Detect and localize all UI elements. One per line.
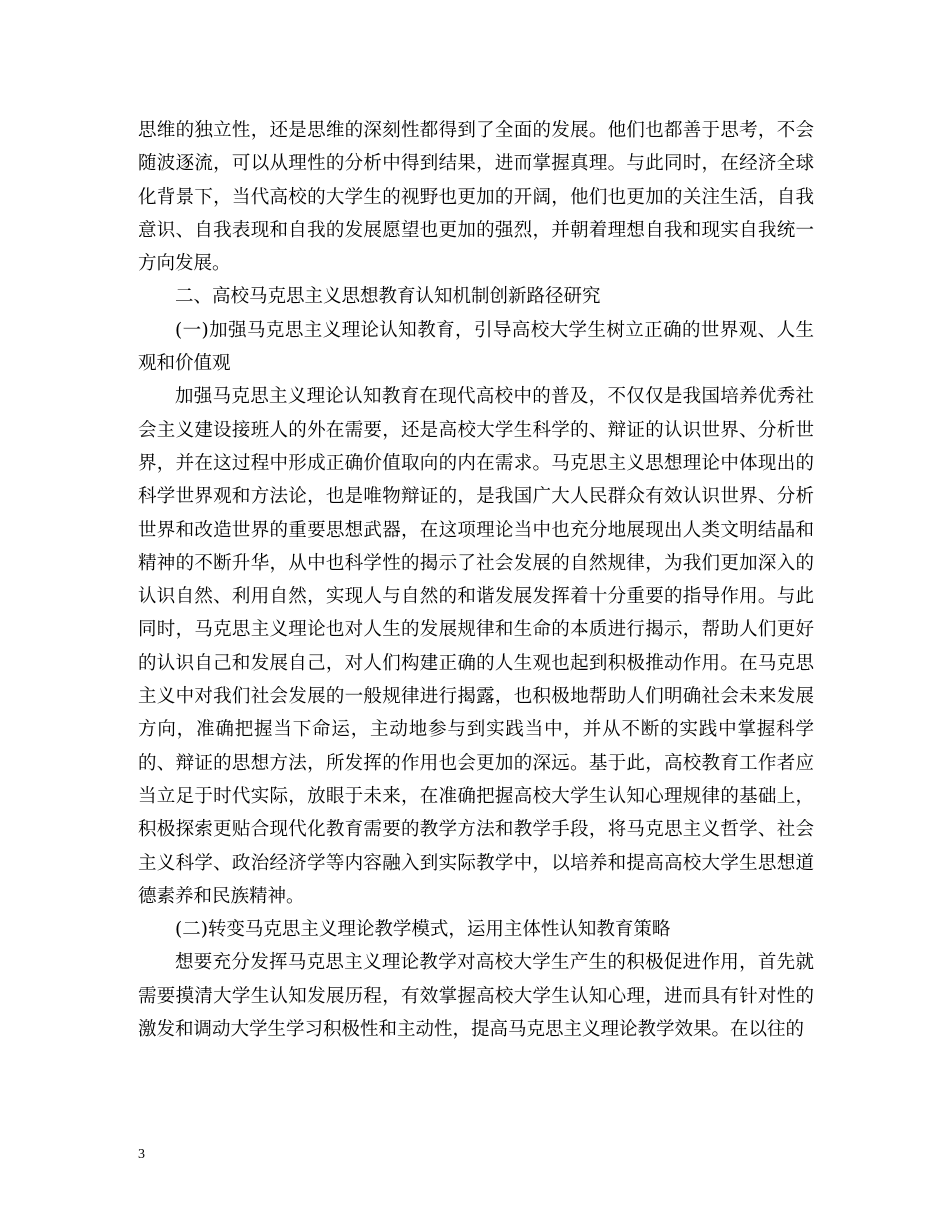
body-paragraph-1: 思维的独立性，还是思维的深刻性都得到了全面的发展。他们也都善于思考，不会随波逐流，可以从理性的分析中得到结果，进而掌握真理。与此同时，在经济全球化背景下，当代高校的大学生的视野也更加的开阔，他们也更加的关注生活，自我意识、自我表现和自我的发展愿望也更加的强烈，并朝着理想自我和现实自我统一方向发展。 <box>138 120 814 275</box>
subsection-heading-1: (一)加强马克思主义理论认知教育，引导高校大学生树立正确的世界观、人生观和价值观 <box>138 319 814 375</box>
document-body <box>138 114 814 1046</box>
subsection-heading-2: (二)转变马克思主义理论教学模式，运用主体性认知教育策略 <box>175 919 671 941</box>
section-heading: 二、高校马克思主义思想教育认知机制创新路径研究 <box>175 286 601 308</box>
body-paragraph-2: 加强马克思主义理论认知教育在现代高校中的普及，不仅仅是我国培养优秀社会主义建设接班人的外在需要，还是高校大学生科学的、辩证的认识世界、分析世界，并在这过程中形成正确价值取向的内在需求。马克思主义思想理论中体现出的科学世界观和方法论，也是唯物辩证的，是我国广大人民群众有效认识世界、分析世界和改造世界的重要思想武器，在这项理论当中也充分地展现出人类文明结晶和精神的不断升华，从中也科学性的揭示了社会发展的自然规律，为我们更加深入的认识自然、利用自然，实现人与自然的和谐发展发挥着十分重要的指导作用。与此同时，马克思主义理论也对人生的发展规律和生命的本质进行揭示，帮助人们更好的认识自己和发展自己，对人们构建正确的人生观也起到积极推动作用。在马克思主义中对我们社会发展的一般规律进行揭露，也积极地帮助人们明确社会未来发展方向，准确把握当下命运，主动地参与到实践当中，并从不断的实践中掌握科学的、辩证的思想方法，所发挥的作用也会更加的深远。基于此，高校教育工作者应当立足于时代实际，放眼于未来，在准确把握高校大学生认知心理规律的基础上，积极探索更贴合现代化教育需要的教学方法和教学手段，将马克思主义哲学、社会主义科学、政治经济学等内容融入到实际教学中，以培养和提高高校大学生思想道德素养和民族精神。 <box>138 386 814 907</box>
body-paragraph-3: 想要充分发挥马克思主义理论教学对高校大学生产生的积极促进作用，首先就需要摸清大学生认知发展历程，有效掌握高校大学生认知心理，进而具有针对性的激发和调动大学生学习积极性和主动性，提高马克思主义理论教学效果。在以往的 <box>138 952 814 1041</box>
page-number: 3 <box>138 1147 145 1162</box>
